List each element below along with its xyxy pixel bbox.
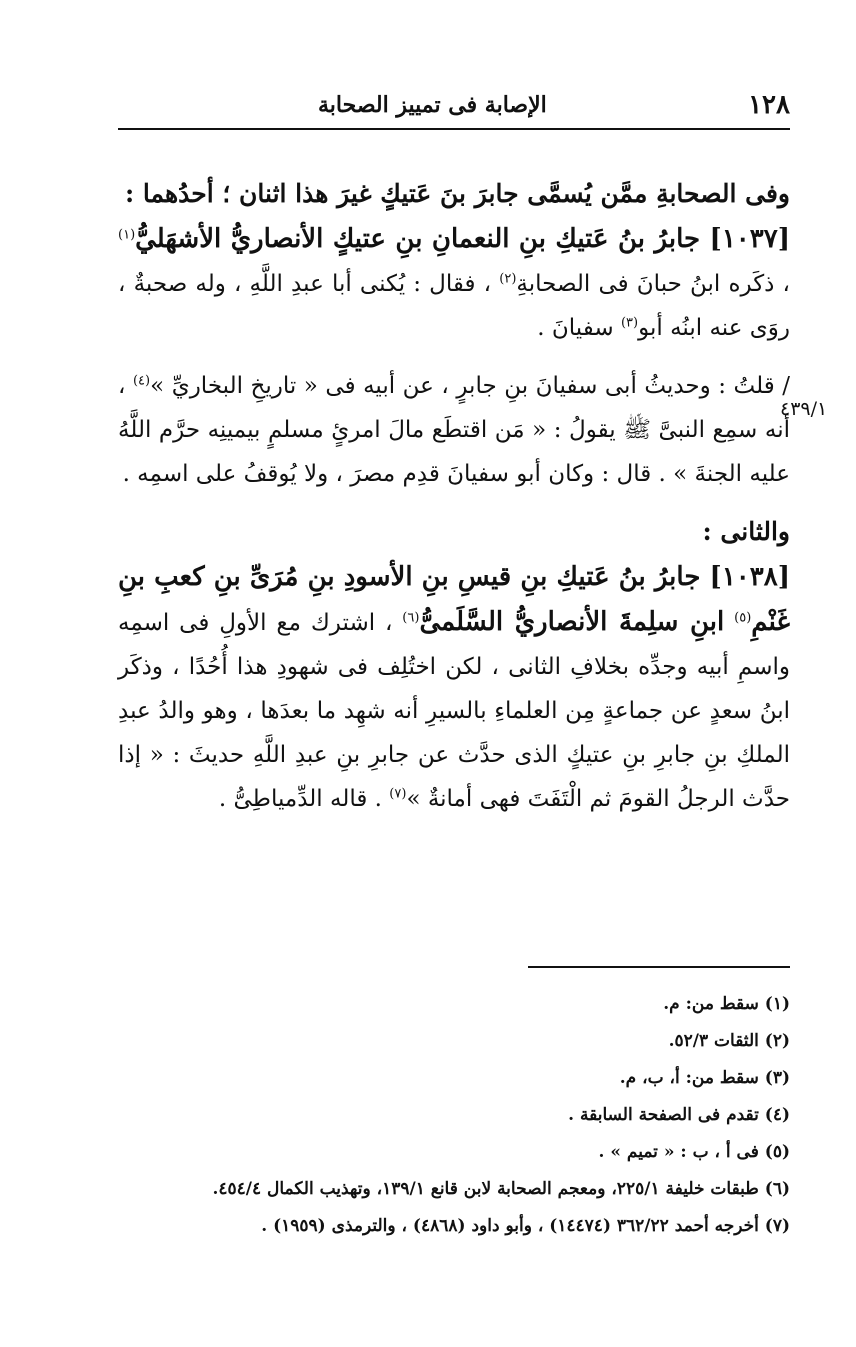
footnote-ref-4[interactable]: (٤): [132, 373, 151, 389]
running-title: الإصابة فى تمييز الصحابة: [318, 92, 547, 118]
footnote-item: (٢) الثقات ٥٢/٣.: [668, 1031, 790, 1051]
entry-1038: [١٠٣٨] جابرُ بنُ عَتيكِ بنِ قيسِ بنِ الأسودِ بنِ مُرَىِّ بنِ كعبِ بنِ غَنْمِ$^{(٥)}$ ابنِ سلِمةَ الأنصاريُّ السَّلَمىُّ$^{(٦)}$ ، اشترك مع الأولِ فى اسمِه واسمِ أبيه وجدِّه بخلافِ الثانى ، لكن اختُلِف فى شهودِ هذا أُحُدًا ، وذكَر ابنُ سعدٍ عن جماعةٍ مِن العلماءِ بالسيرِ أنه شهِد ما بعدَها ، وهو والدُ عبدِ الملكِ بنِ جابرِ بنِ عتيكٍ الذى حدَّث عن جابرِ بنِ عبدِ اللَّهِ حديثَ : « إذا حدَّث الرجلُ القومَ ثم الْتَفَتَ فهى أمانةٌ »$^{(٧)}$ . قاله الدِّمياطِىُّ .: [118, 562, 791, 812]
qultu-paragraph: / قلتُ : وحديثُ أبى سفيانَ بنِ جابرٍ ، عن أبيه فى « تاريخِ البخاريِّ »$^{(٤)}$ ، أنه سمِع النبىَّ ﷺ يقولُ : « مَن اقتطَع مالَ امرئٍ مسلمٍ بيمينِه حرَّم اللَّهُ عليه الجنةَ » . قال : وكان أبو سفيانَ قدِم مصرَ ، ولا يُوقفُ على اسمِه .: [118, 373, 790, 487]
entry-1038-heading: [١٠٣٨] جابرُ بنُ عَتيكِ بنِ قيسِ بنِ الأسودِ بنِ مُرَىِّ بنِ كعبِ بنِ غَنْمِ: [118, 562, 791, 637]
entry-1038-text: ، اشترك مع الأولِ فى اسمِه واسمِ أبيه وجدِّه بخلافِ الثانى ، لكن اختُلِف فى شهودِ هذا أُحُدًا ، وذكَر ابنُ سعدٍ عن جماعةٍ مِن العلماءِ بالسيرِ أنه شهِد ما بعدَها ، وهو والدُ عبدِ الملكِ بنِ جابرِ بنِ عتيكٍ الذى حدَّث عن جابرِ بنِ عبدِ اللَّهِ حديثَ : « إذا حدَّث الرجلُ القومَ ثم الْتَفَتَ فهى أمانةٌ »: [118, 610, 790, 812]
footnote-item: (٦) طبقات خليفة ٢٢٥/١، ومعجم الصحابة لابن قانع ١٣٩/١، وتهذيب الكمال ٤٥٤/٤.: [212, 1179, 790, 1199]
footnote-ref-6[interactable]: (٦): [402, 610, 420, 626]
footnote-ref-5[interactable]: (٥): [734, 610, 752, 626]
footnote-ref-1[interactable]: (١): [118, 227, 136, 243]
footnote-item: (٤) تقدم فى الصفحة السابقة .: [568, 1105, 790, 1125]
intro-paragraph: وفى الصحابةِ ممَّن يُسمَّى جابرَ بنَ عَتيكٍ غيرَ هذا اثنان ؛ أحدُهما :: [124, 179, 790, 208]
second-heading: والثانى :: [702, 517, 790, 546]
footnote-divider: [528, 966, 790, 968]
footnote-item: (١) سقط من: م.: [663, 994, 790, 1014]
footnote-ref-2[interactable]: (٢): [499, 271, 517, 287]
main-text: [118, 172, 790, 821]
footnote-item: (٥) فى أ ، ب : « تميم » .: [598, 1142, 790, 1162]
footnotes: [110, 986, 790, 1245]
footnote-ref-3[interactable]: (٣): [620, 315, 639, 331]
footnote-ref-7[interactable]: (٧): [389, 786, 407, 802]
page-header: [118, 88, 790, 130]
entry-1037: [١٠٣٧] جابرُ بنُ عَتيكِ بنِ النعمانِ بنِ عتيكٍ الأنصاريُّ الأشهَليُّ$^{(١)}$ ، ذكَره ابنُ حبانَ فى الصحابةِ$^{(٢)}$ ، فقال : يُكنى أبا عبدِ اللَّهِ ، وله صحبةٌ ، روَى عنه ابنُه أبو$^{(٣)}$ سفيانَ .: [118, 224, 790, 341]
entry-1037-text: ذكَره ابنُ حبانَ فى الصحابةِ: [516, 271, 775, 297]
page-number: ١٢٨: [748, 90, 790, 120]
footnote-item: (٣) سقط من: أ، ب، م.: [619, 1068, 790, 1088]
footnote-item: (٧) أخرجه أحمد ٣٦٢/٢٢ (١٤٤٧٤) ، وأبو داود (٤٨٦٨) ، والترمذى (١٩٥٩) .: [261, 1216, 790, 1236]
margin-reference: ٤٣٩/١: [780, 398, 828, 420]
entry-1037-heading: [١٠٣٧] جابرُ بنُ عَتيكِ بنِ النعمانِ بنِ عتيكٍ الأنصاريُّ الأشهَليُّ: [135, 224, 790, 254]
